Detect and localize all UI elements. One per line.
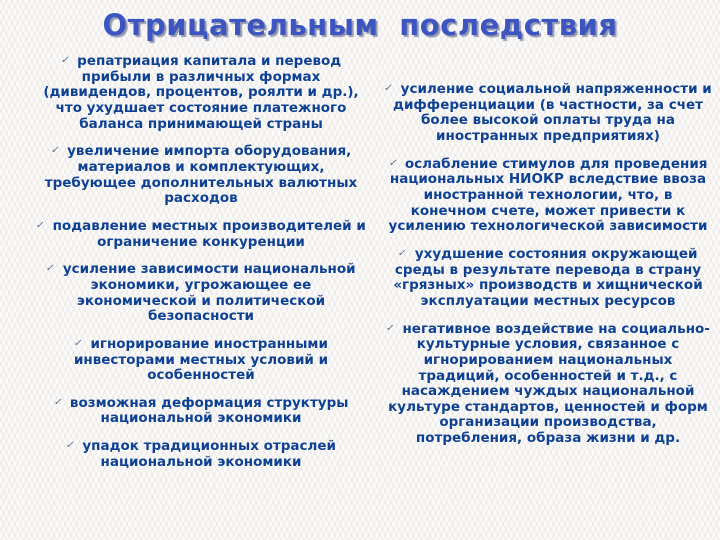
bullet-item-text: увеличение импорта оборудования, материалов и комплектующих, требующее дополнительных валютных расходов bbox=[44, 143, 358, 207]
bullet-item-text: усиление зависимости национальной экономики, угрожающее ее экономической и политической безопасности bbox=[62, 261, 356, 325]
bullet-item bbox=[36, 144, 366, 207]
checkmark-bullet-icon: ✓ bbox=[45, 263, 57, 275]
bullet-item bbox=[36, 439, 366, 470]
checkmark-bullet-icon: ✓ bbox=[384, 322, 396, 334]
checkmark-bullet-icon: ✓ bbox=[35, 219, 46, 231]
bullet-item bbox=[384, 322, 712, 447]
bullet-item bbox=[36, 54, 366, 132]
checkmark-bullet-icon: ✓ bbox=[49, 145, 61, 157]
bullet-item-indented bbox=[36, 337, 366, 384]
bullet-item-text: игнорирование иностранными инвесторами местных условий и особенностей bbox=[73, 335, 329, 384]
bullet-item-text: возможная деформация структуры национальной экономики bbox=[69, 394, 349, 427]
bullet-item-text: ухудшение состояния окружающей среды в результате перевода в страну «грязных» производств и хищнической эксплуатации местных ресурсов bbox=[393, 245, 703, 309]
bullet-item-text: негативное воздействие на социально-культурные условия, связанное с игнорированием национальных традиций, особенностей и т.д., с насаждением чуждых национальной культуре стандартов, ценностей и форм организации производства, потребления, образа жизни и др. bbox=[388, 320, 710, 447]
checkmark-bullet-icon: ✓ bbox=[72, 337, 84, 349]
bullet-item bbox=[384, 247, 712, 310]
bullet-item bbox=[36, 262, 366, 325]
bullet-item bbox=[384, 82, 712, 145]
bullet-item-text: репатриация капитала и перевод прибыли в различных формах (дивидендов, процентов, роялти и др.), что ухудшает состояние платежного баланса принимающей страны bbox=[43, 53, 359, 132]
bullet-item bbox=[384, 157, 712, 235]
bullet-item bbox=[36, 396, 366, 427]
bullet-item bbox=[36, 219, 366, 250]
checkmark-bullet-icon: ✓ bbox=[387, 157, 399, 169]
right-column bbox=[384, 54, 712, 482]
left-column bbox=[36, 54, 366, 482]
checkmark-bullet-icon: ✓ bbox=[59, 55, 71, 66]
bullet-item-text: ослабление стимулов для проведения национальных НИОКР вследствие ввоза иностранной технологии, что, в конечном счете, может привести к усилению технологической зависимости bbox=[388, 155, 708, 235]
checkmark-bullet-icon: ✓ bbox=[397, 247, 409, 259]
checkmark-bullet-icon: ✓ bbox=[52, 396, 64, 408]
checkmark-bullet-icon: ✓ bbox=[64, 440, 76, 452]
bullet-item-text: подавление местных производителей и ограничение конкуренции bbox=[52, 217, 366, 250]
slide-title: Отрицательным последствия bbox=[102, 8, 618, 42]
bullet-item-text: упадок традиционных отраслей национальной экономики bbox=[82, 438, 337, 470]
content-columns bbox=[36, 54, 712, 482]
bullet-item-text: усиление социальной напряженности и дифференциации (в частности, за счет более высокой оплаты труда на иностранных предприятиях) bbox=[393, 81, 712, 144]
checkmark-bullet-icon: ✓ bbox=[383, 83, 394, 94]
